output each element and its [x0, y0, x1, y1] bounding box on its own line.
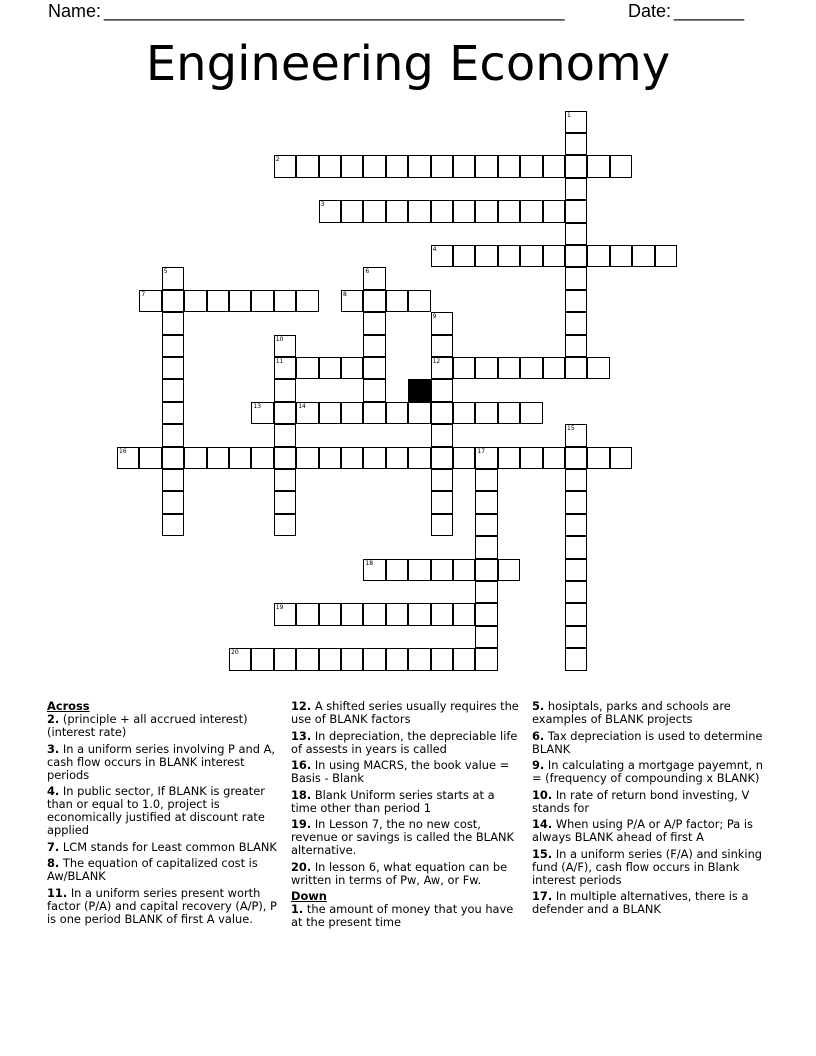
clue-text: When using P/A or A/P factor; Pa is always BLANK ahead of first A — [532, 817, 753, 844]
cell-number: 18 — [365, 559, 374, 567]
grid-cell[interactable] — [319, 357, 341, 379]
grid-cell[interactable] — [251, 447, 273, 469]
grid-cell[interactable] — [341, 402, 363, 424]
grid-cell[interactable] — [587, 155, 609, 177]
grid-cell[interactable] — [341, 155, 363, 177]
grid-cell[interactable] — [386, 648, 408, 670]
grid-cell[interactable] — [475, 447, 497, 469]
grid-cell[interactable] — [274, 402, 296, 424]
grid-cell[interactable] — [475, 245, 497, 267]
grid-cell[interactable] — [274, 447, 296, 469]
grid-cell[interactable] — [565, 626, 587, 648]
black-cell — [408, 379, 430, 401]
grid-cell[interactable] — [431, 155, 453, 177]
clues-column-3 — [532, 700, 764, 920]
name-input-line[interactable]: ______________________________________________ — [104, 1, 565, 21]
grid-cell[interactable] — [341, 603, 363, 625]
clue-text: hosiptals, parks and schools are examples of BLANK projects — [532, 699, 731, 726]
grid-cell[interactable] — [565, 267, 587, 289]
grid-cell[interactable] — [274, 514, 296, 536]
grid-cell[interactable] — [475, 581, 497, 603]
across-heading: Across — [47, 699, 90, 713]
grid-cell[interactable] — [386, 603, 408, 625]
grid-cell[interactable] — [184, 290, 206, 312]
grid-cell[interactable] — [363, 379, 385, 401]
cell-number: 3 — [320, 201, 325, 209]
clues-column-2 — [291, 700, 523, 933]
grid-cell[interactable] — [296, 603, 318, 625]
grid-cell[interactable] — [498, 155, 520, 177]
grid-cell[interactable] — [341, 648, 363, 670]
grid-cell[interactable] — [543, 200, 565, 222]
clue-item — [291, 903, 523, 929]
grid-cell[interactable] — [565, 290, 587, 312]
clue-text: In public sector, If BLANK is greater than or equal to 1.0, project is economically justified at discount rate applied — [47, 784, 265, 837]
grid-cell[interactable] — [408, 155, 430, 177]
clue-text: In calculating a mortgage payemnt, n = (frequency of compounding x BLANK) — [532, 758, 763, 785]
grid-cell[interactable] — [431, 379, 453, 401]
grid-cell[interactable] — [363, 312, 385, 334]
grid-cell[interactable] — [251, 402, 273, 424]
grid-cell[interactable] — [341, 447, 363, 469]
grid-cell[interactable] — [408, 559, 430, 581]
grid-cell[interactable] — [363, 267, 385, 289]
grid-cell[interactable] — [274, 155, 296, 177]
grid-cell[interactable] — [565, 581, 587, 603]
grid-cell[interactable] — [162, 290, 184, 312]
grid-cell[interactable] — [543, 155, 565, 177]
clue-number: 13. — [291, 728, 312, 743]
grid-cell[interactable] — [565, 223, 587, 245]
grid-cell[interactable] — [431, 603, 453, 625]
grid-cell[interactable] — [587, 357, 609, 379]
clue-item — [291, 700, 523, 726]
grid-cell[interactable] — [565, 559, 587, 581]
grid-cell[interactable] — [498, 245, 520, 267]
cell-number: 17 — [477, 447, 486, 455]
clue-text: In multiple alternatives, there is a defender and a BLANK — [532, 889, 749, 916]
clue-item — [47, 785, 279, 837]
cell-number: 16 — [119, 447, 127, 455]
grid-cell[interactable] — [453, 155, 475, 177]
grid-cell[interactable] — [363, 357, 385, 379]
cell-number: 11 — [275, 358, 284, 365]
grid-cell[interactable] — [139, 447, 161, 469]
grid-cell[interactable] — [296, 447, 318, 469]
grid-cell[interactable] — [520, 245, 542, 267]
grid-cell[interactable] — [565, 447, 587, 469]
grid-cell[interactable] — [431, 648, 453, 670]
cell-number: 20 — [231, 649, 239, 657]
name-label: Name: — [48, 1, 102, 21]
grid-cell[interactable] — [431, 357, 453, 379]
grid-cell[interactable] — [587, 245, 609, 267]
clue-item — [291, 730, 523, 756]
clue-number: 16. — [291, 758, 312, 772]
grid-cell[interactable] — [386, 290, 408, 312]
grid-cell[interactable] — [408, 447, 430, 469]
grid-cell[interactable] — [565, 514, 587, 536]
grid-cell[interactable] — [520, 200, 542, 222]
clue-number: 14. — [532, 817, 553, 831]
grid-cell[interactable] — [453, 245, 475, 267]
grid-cell[interactable] — [431, 200, 453, 222]
cell-number: 12 — [432, 358, 441, 365]
grid-cell[interactable] — [543, 357, 565, 379]
clue-item — [291, 818, 523, 857]
grid-cell[interactable] — [162, 469, 184, 491]
grid-cell[interactable] — [475, 357, 497, 379]
grid-cell[interactable] — [162, 514, 184, 536]
grid-cell[interactable] — [139, 290, 161, 312]
grid-cell[interactable] — [296, 648, 318, 670]
clue-item — [291, 789, 523, 815]
clue-number: 12. — [291, 699, 312, 713]
grid-cell[interactable] — [274, 379, 296, 401]
grid-cell[interactable] — [520, 155, 542, 177]
grid-cell[interactable] — [251, 648, 273, 670]
grid-cell[interactable] — [229, 648, 251, 670]
grid-cell[interactable] — [565, 469, 587, 491]
grid-cell[interactable] — [408, 402, 430, 424]
clue-item — [47, 743, 279, 782]
grid-cell[interactable] — [274, 603, 296, 625]
clue-number: 8. — [47, 856, 60, 870]
grid-cell[interactable] — [565, 357, 587, 379]
down-heading: Down — [291, 889, 327, 903]
cell-number: 15 — [567, 425, 575, 433]
grid-cell[interactable] — [565, 424, 587, 446]
grid-cell[interactable] — [408, 290, 430, 312]
grid-cell[interactable] — [274, 491, 296, 513]
grid-cell[interactable] — [431, 312, 453, 334]
clue-item — [532, 789, 764, 815]
grid-cell[interactable] — [565, 603, 587, 625]
grid-cell[interactable] — [296, 357, 318, 379]
clue-text: A shifted series usually requires the use of BLANK factors — [291, 699, 519, 726]
clue-item — [532, 890, 764, 916]
grid-cell[interactable] — [475, 603, 497, 625]
clue-number: 5. — [532, 699, 545, 713]
clue-number: 17. — [532, 889, 553, 903]
grid-cell[interactable] — [565, 133, 587, 155]
grid-cell[interactable] — [319, 603, 341, 625]
grid-cell[interactable] — [162, 312, 184, 334]
grid-cell[interactable] — [431, 559, 453, 581]
grid-cell[interactable] — [319, 447, 341, 469]
grid-cell[interactable] — [498, 559, 520, 581]
grid-cell[interactable] — [475, 491, 497, 513]
clue-number: 20. — [291, 859, 312, 874]
grid-cell[interactable] — [565, 111, 587, 133]
grid-cell[interactable] — [520, 402, 542, 424]
grid-cell[interactable] — [632, 245, 654, 267]
cell-number: 2 — [275, 156, 280, 164]
grid-cell[interactable] — [363, 155, 385, 177]
grid-cell[interactable] — [363, 447, 385, 469]
grid-cell[interactable] — [475, 514, 497, 536]
clue-item — [47, 887, 279, 926]
clue-number: 19. — [291, 817, 312, 831]
grid-cell[interactable] — [475, 648, 497, 670]
clue-text: (principle + all accrued interest)(interest rate) — [47, 712, 248, 739]
cell-number: 5 — [163, 268, 168, 276]
grid-cell[interactable] — [296, 290, 318, 312]
grid-cell[interactable] — [431, 245, 453, 267]
grid-cell[interactable] — [229, 447, 251, 469]
grid-cell[interactable] — [386, 155, 408, 177]
clue-text: In depreciation, the depreciable life of assests in years is called — [291, 728, 518, 756]
grid-cell[interactable] — [207, 290, 229, 312]
grid-cell[interactable] — [431, 447, 453, 469]
clue-item — [47, 841, 279, 854]
grid-cell[interactable] — [453, 200, 475, 222]
grid-cell[interactable] — [363, 335, 385, 357]
cell-number: 19 — [275, 604, 284, 612]
grid-cell[interactable] — [475, 402, 497, 424]
grid-cell[interactable] — [162, 491, 184, 513]
grid-cell[interactable] — [431, 491, 453, 513]
grid-cell[interactable] — [565, 200, 587, 222]
grid-cell[interactable] — [319, 200, 341, 222]
grid-cell[interactable] — [274, 648, 296, 670]
grid-cell[interactable] — [117, 447, 139, 469]
grid-cell[interactable] — [610, 155, 632, 177]
grid-cell[interactable] — [341, 200, 363, 222]
clue-text: In a uniform series (F/A) and sinking fund (A/F), cash flow occurs in Blank interest periods — [532, 846, 763, 887]
cell-number: 14 — [298, 402, 306, 410]
grid-cell[interactable] — [565, 536, 587, 558]
grid-cell[interactable] — [475, 536, 497, 558]
grid-cell[interactable] — [431, 402, 453, 424]
grid-cell[interactable] — [363, 200, 385, 222]
grid-cell[interactable] — [162, 447, 184, 469]
grid-cell[interactable] — [565, 335, 587, 357]
grid-cell[interactable] — [162, 357, 184, 379]
grid-cell[interactable] — [565, 312, 587, 334]
grid-cell[interactable] — [475, 469, 497, 491]
clue-number: 7. — [47, 839, 60, 854]
grid-cell[interactable] — [431, 335, 453, 357]
grid-cell[interactable] — [453, 357, 475, 379]
clue-text: In using MACRS, the book value = Basis - Blank — [291, 758, 510, 785]
clue-text: Blank Uniform series starts at a time other than period 1 — [291, 787, 495, 815]
grid-cell[interactable] — [453, 559, 475, 581]
clue-number: 1. — [291, 902, 304, 916]
clue-item — [532, 818, 764, 844]
grid-cell[interactable] — [386, 402, 408, 424]
grid-cell[interactable] — [475, 626, 497, 648]
clue-text: In Lesson 7, the no new cost, revenue or savings is called the BLANK alternative. — [291, 817, 515, 857]
cell-number: 9 — [432, 313, 437, 321]
grid-cell[interactable] — [543, 447, 565, 469]
grid-cell[interactable] — [453, 603, 475, 625]
grid-cell[interactable] — [587, 447, 609, 469]
grid-cell[interactable] — [453, 648, 475, 670]
grid-cell[interactable] — [363, 402, 385, 424]
clue-item — [291, 759, 523, 785]
grid-cell[interactable] — [453, 402, 475, 424]
grid-cell[interactable] — [431, 424, 453, 446]
grid-cell[interactable] — [431, 469, 453, 491]
clue-number: 11. — [47, 885, 68, 900]
grid-cell[interactable] — [274, 469, 296, 491]
clue-number: 18. — [291, 787, 312, 802]
grid-cell[interactable] — [319, 402, 341, 424]
grid-cell[interactable] — [498, 447, 520, 469]
grid-cell[interactable] — [498, 402, 520, 424]
clue-item — [532, 759, 764, 785]
clue-number: 6. — [532, 728, 545, 743]
grid-cell[interactable] — [341, 357, 363, 379]
clue-text: Tax depreciation is used to determine BLANK — [532, 728, 763, 756]
page-title: Engineering Economy — [145, 36, 671, 92]
cell-number: 6 — [365, 268, 370, 276]
grid-cell[interactable] — [431, 514, 453, 536]
grid-cell[interactable] — [655, 245, 677, 267]
cell-number: 7 — [141, 290, 146, 298]
grid-cell[interactable] — [475, 155, 497, 177]
grid-cell[interactable] — [296, 155, 318, 177]
grid-cell[interactable] — [453, 447, 475, 469]
grid-cell[interactable] — [251, 290, 273, 312]
clue-text: In lesson 6, what equation can be written in terms of Pw, Aw, or Fw. — [291, 859, 508, 887]
grid-cell[interactable] — [274, 357, 296, 379]
grid-cell[interactable] — [184, 447, 206, 469]
clue-item — [47, 713, 279, 739]
grid-cell[interactable] — [498, 357, 520, 379]
clue-number: 9. — [532, 758, 545, 772]
grid-cell[interactable] — [162, 379, 184, 401]
grid-cell[interactable] — [386, 447, 408, 469]
grid-cell[interactable] — [319, 155, 341, 177]
grid-cell[interactable] — [543, 245, 565, 267]
grid-cell[interactable] — [408, 200, 430, 222]
clue-text: The equation of capitalized cost is Aw/BLANK — [47, 856, 258, 883]
clue-text: In rate of return bond investing, V stands for — [532, 787, 750, 815]
grid-cell[interactable] — [498, 200, 520, 222]
grid-cell[interactable] — [274, 424, 296, 446]
grid-cell[interactable] — [520, 447, 542, 469]
cell-number: 4 — [432, 246, 437, 253]
clue-number: 15. — [532, 846, 553, 861]
clue-item — [291, 861, 523, 887]
grid-cell[interactable] — [162, 267, 184, 289]
cell-number: 8 — [343, 290, 347, 298]
clue-item — [532, 848, 764, 887]
grid-cell[interactable] — [408, 603, 430, 625]
grid-cell[interactable] — [162, 335, 184, 357]
grid-cell[interactable] — [162, 424, 184, 446]
grid-cell[interactable] — [408, 648, 430, 670]
grid-cell[interactable] — [341, 290, 363, 312]
clue-number: 2. — [47, 712, 60, 726]
grid-cell[interactable] — [565, 245, 587, 267]
clue-number: 10. — [532, 787, 553, 802]
clue-text: the amount of money that you have at the present time — [291, 902, 514, 929]
grid-cell[interactable] — [274, 290, 296, 312]
grid-cell[interactable] — [363, 290, 385, 312]
grid-cell[interactable] — [363, 603, 385, 625]
clue-text: In a uniform series present worth factor (P/A) and capital recovery (A/P), P is one period BLANK of first A value. — [47, 885, 277, 926]
grid-cell[interactable] — [296, 402, 318, 424]
grid-cell[interactable] — [565, 155, 587, 177]
grid-cell[interactable] — [386, 559, 408, 581]
grid-cell[interactable] — [363, 648, 385, 670]
cell-number: 13 — [253, 402, 262, 410]
grid-cell[interactable] — [565, 648, 587, 670]
clues-column-1 — [47, 700, 279, 929]
cell-number: 10 — [275, 335, 284, 343]
clue-item — [532, 730, 764, 756]
cell-number: 1 — [567, 111, 571, 119]
grid-cell[interactable] — [319, 648, 341, 670]
clue-number: 3. — [47, 741, 60, 756]
grid-cell[interactable] — [565, 491, 587, 513]
grid-cell[interactable] — [475, 559, 497, 581]
clue-number: 4. — [47, 784, 60, 798]
clue-item — [47, 857, 279, 883]
grid-cell[interactable] — [610, 245, 632, 267]
grid-cell[interactable] — [475, 200, 497, 222]
clue-text: LCM stands for Least common BLANK — [62, 839, 277, 854]
grid-cell[interactable] — [274, 335, 296, 357]
date-input-line[interactable]: _______ — [674, 1, 745, 21]
clue-text: In a uniform series involving P and A, cash flow occurs in BLANK interest periods — [47, 741, 276, 782]
grid-cell[interactable] — [610, 447, 632, 469]
grid-cell[interactable] — [386, 200, 408, 222]
date-label: Date: — [628, 1, 672, 21]
grid-cell[interactable] — [207, 447, 229, 469]
grid-cell[interactable] — [162, 402, 184, 424]
grid-cell[interactable] — [229, 290, 251, 312]
grid-cell[interactable] — [520, 357, 542, 379]
clue-item — [532, 700, 764, 726]
grid-cell[interactable] — [565, 178, 587, 200]
grid-cell[interactable] — [363, 559, 385, 581]
